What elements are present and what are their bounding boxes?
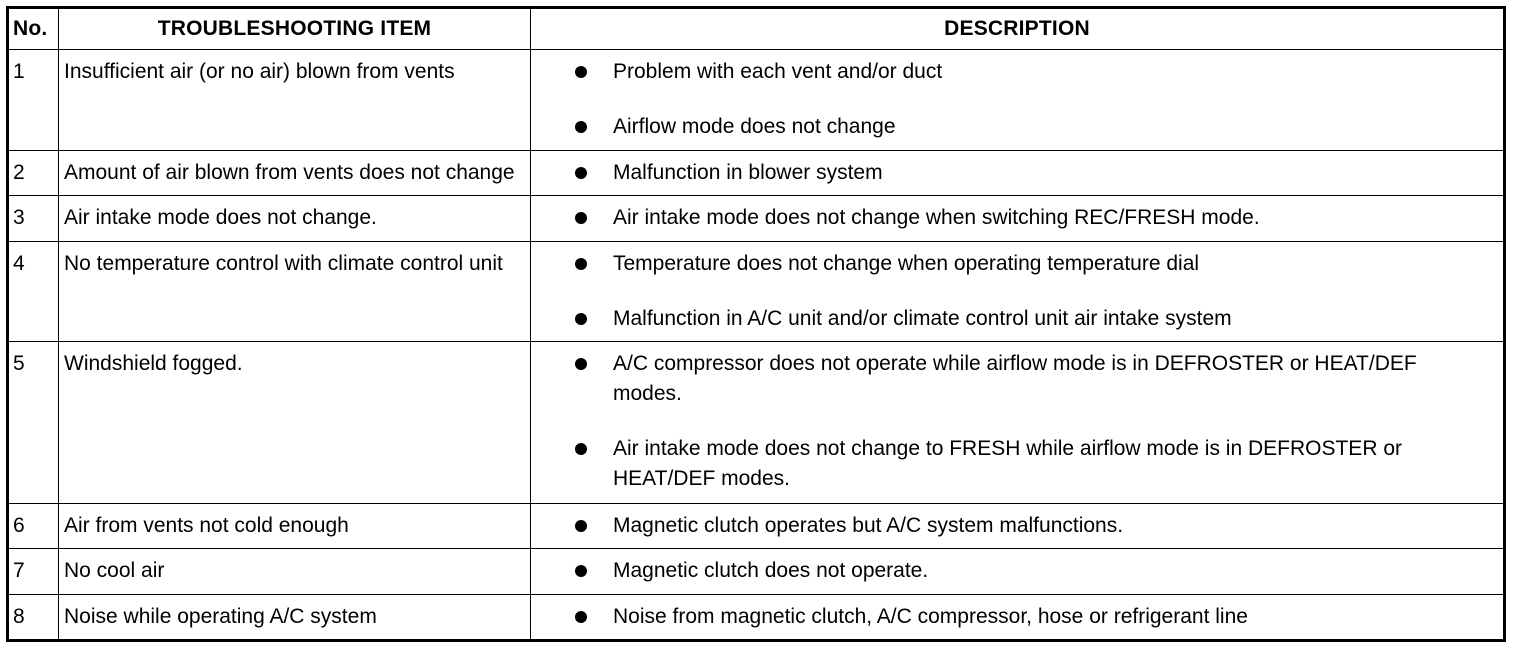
description-text: Magnetic clutch operates but A/C system malfunctions. [613, 513, 1124, 537]
description-text: Airflow mode does not change [613, 115, 896, 138]
description-list [575, 511, 1453, 541]
description-text: Malfunction in A/C unit and/or climate control unit air intake system [613, 306, 1232, 330]
troubleshooting-item: Noise while operating A/C system [59, 594, 531, 639]
troubleshooting-table [8, 8, 1504, 640]
table-body [9, 50, 1504, 640]
bullet-icon [575, 611, 587, 623]
description-text: Noise from magnetic clutch, A/C compressor, hose or refrigerant line [613, 604, 1248, 628]
table-row [9, 150, 1504, 195]
troubleshooting-item: No temperature control with climate control unit [59, 241, 531, 342]
bullet-icon [575, 167, 587, 179]
bullet-icon [575, 258, 587, 270]
description-cell [531, 196, 1504, 241]
description-cell [531, 503, 1504, 548]
description-item [575, 556, 1453, 586]
bullet-icon [575, 358, 587, 370]
description-text: Air intake mode does not change to FRESH while airflow mode is in DEFROSTER or HEAT/DEF modes. [613, 437, 1402, 491]
row-number: 1 [9, 50, 59, 151]
row-number: 7 [9, 549, 59, 594]
header-description: DESCRIPTION [531, 9, 1504, 50]
description-text: Air intake mode does not change when switching REC/FRESH mode. [613, 206, 1260, 230]
description-cell [531, 549, 1504, 594]
table-row [9, 503, 1504, 548]
bullet-icon [575, 520, 587, 532]
description-list [575, 349, 1453, 494]
bullet-icon [575, 121, 587, 133]
troubleshooting-item: Air from vents not cold enough [59, 503, 531, 548]
description-item [575, 602, 1453, 632]
description-cell [531, 594, 1504, 639]
description-item [575, 249, 1453, 279]
description-cell [531, 241, 1504, 342]
description-item [575, 158, 1453, 188]
row-number: 2 [9, 150, 59, 195]
description-list [575, 57, 1453, 142]
description-text: Problem with each vent and/or duct [613, 60, 943, 83]
description-item [575, 434, 1453, 494]
troubleshooting-item: Windshield fogged. [59, 342, 531, 503]
row-number: 6 [9, 503, 59, 548]
table-row [9, 549, 1504, 594]
table-row [9, 196, 1504, 241]
header-no: No. [9, 9, 59, 50]
bullet-icon [575, 66, 587, 78]
troubleshooting-item: Insufficient air (or no air) blown from vents [59, 50, 531, 151]
description-text: Magnetic clutch does not operate. [613, 559, 929, 583]
description-list [575, 203, 1453, 233]
description-item [575, 304, 1453, 334]
row-number: 8 [9, 594, 59, 639]
row-number: 4 [9, 241, 59, 342]
description-cell [531, 50, 1504, 151]
description-list [575, 158, 1453, 188]
bullet-icon [575, 212, 587, 224]
troubleshooting-item: Amount of air blown from vents does not change [59, 150, 531, 195]
description-list [575, 249, 1453, 334]
row-number: 5 [9, 342, 59, 503]
table-row [9, 50, 1504, 151]
bullet-icon [575, 443, 587, 455]
description-item [575, 203, 1453, 233]
bullet-icon [575, 313, 587, 325]
description-item [575, 349, 1453, 409]
description-item [575, 511, 1453, 541]
header-troubleshooting-item: TROUBLESHOOTING ITEM [59, 9, 531, 50]
troubleshooting-table-frame [6, 6, 1506, 642]
troubleshooting-item: Air intake mode does not change. [59, 196, 531, 241]
description-list [575, 556, 1453, 586]
description-item [575, 57, 1453, 87]
row-number: 3 [9, 196, 59, 241]
description-text: A/C compressor does not operate while airflow mode is in DEFROSTER or HEAT/DEF modes. [613, 352, 1417, 406]
description-item [575, 112, 1453, 142]
table-row [9, 594, 1504, 639]
description-cell [531, 150, 1504, 195]
table-row [9, 241, 1504, 342]
table-row [9, 342, 1504, 503]
description-cell [531, 342, 1504, 503]
table-header-row [9, 9, 1504, 50]
description-text: Malfunction in blower system [613, 160, 883, 184]
troubleshooting-item: No cool air [59, 549, 531, 594]
description-text: Temperature does not change when operating temperature dial [613, 251, 1200, 275]
description-list [575, 602, 1453, 632]
bullet-icon [575, 565, 587, 577]
